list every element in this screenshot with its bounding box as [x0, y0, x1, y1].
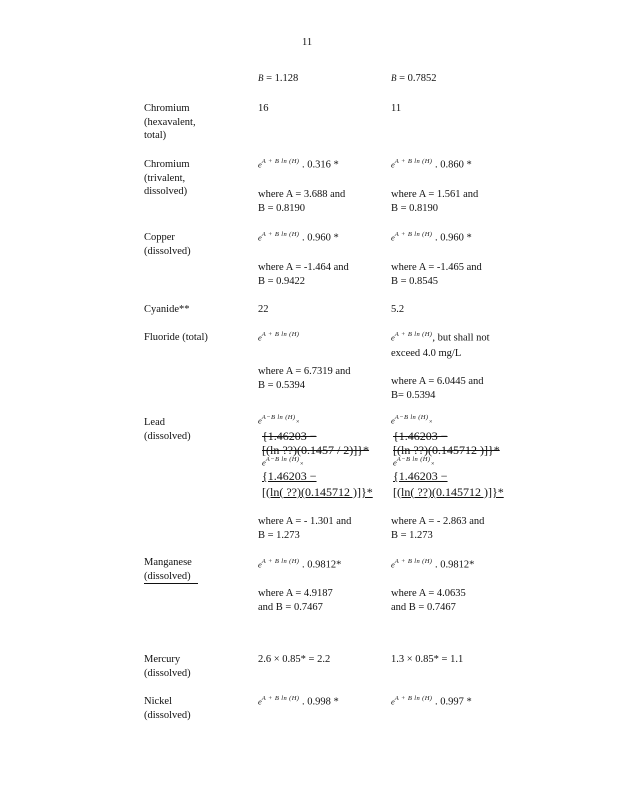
lead-col2-old-line1: {1.46203 −: [393, 429, 448, 443]
fluoride-col2-b: B= 0.5394: [391, 390, 436, 401]
copper-col1-formula: $e^{A + B ln (H)}$ . 0.960 *: [258, 231, 339, 244]
copper-col2-where: where A = -1.465 and: [391, 262, 482, 273]
cyanide-col1: 22: [258, 304, 269, 315]
chromium-trivalent-col1-where: where A = 3.688 and: [258, 189, 346, 200]
manganese-col2-formula: $e^{A + B ln (H)}$ . 0.9812*: [391, 558, 475, 571]
fluoride-col1-formula: $e^{A + B ln (H)}$: [258, 331, 300, 343]
lead-col1-b: B = 1.273: [258, 530, 300, 541]
manganese-col1-formula: $e^{A + B ln (H)}$ . 0.9812*: [258, 558, 342, 571]
lead-col2-new-line2: [(ln( ??)(0.145712 )]}*: [393, 485, 504, 499]
manganese-name: Manganese (dissolved): [144, 556, 206, 583]
fluoride-col1-b: B = 0.5394: [258, 380, 306, 391]
chromium-hexavalent-col2: 11: [391, 103, 402, 114]
nickel-col2-formula: $e^{A + B ln (H)}$ . 0.997 *: [391, 695, 472, 708]
cyanide-col2: 5.2: [391, 304, 405, 315]
copper-col2-formula: $e^{A + B ln (H)}$ . 0.960 *: [391, 231, 472, 244]
lead-col1-new-line1: {1.46203 −: [262, 469, 317, 483]
fluoride-col2-limit: exceed 4.0 mg/L: [391, 348, 462, 359]
lead-col2-old-line2: [(ln ??)(0.145712 )]}*: [393, 443, 500, 457]
fluoride-col2-where: where A = 6.0445 and: [391, 376, 484, 387]
lead-col2-exp-new: $e^{A-B ln (H)}\times$: [393, 456, 436, 468]
copper-col2-b: B = 0.8545: [391, 276, 439, 287]
cyanide-name: Cyanide**: [144, 304, 190, 315]
mercury-col2: 1.3 × 0.85* = 1.1: [391, 654, 464, 665]
nickel-col1-formula: $e^{A + B ln (H)}$ . 0.998 *: [258, 695, 339, 708]
manganese-col2-b: and B = 0.7467: [391, 602, 456, 613]
lead-col2-exp-old: $e^{A-B ln (H)}\times$: [391, 414, 434, 426]
manganese-col2-where: where A = 4.0635: [391, 588, 466, 599]
copper-col1-where: where A = -1.464 and: [258, 262, 349, 273]
manganese-col1-b: and B = 0.7467: [258, 602, 323, 613]
lead-col2-new-line1: {1.46203 −: [393, 469, 448, 483]
chromium-hexavalent-name: Chromium (hexavalent, total): [144, 103, 196, 141]
chromium-trivalent-col1-b: B = 0.8190: [258, 203, 306, 214]
chromium-hexavalent-col1: 16: [258, 103, 269, 114]
chromium-trivalent-name: Chromium (trivalent, dissolved): [144, 159, 190, 197]
lead-col1-exp-old: $e^{A-B ln (H)}\times$: [258, 414, 301, 426]
lead-col2-b: B = 1.273: [391, 530, 433, 541]
chromium-trivalent-col2-b: B = 0.8190: [391, 203, 439, 214]
fluoride-col1-where: where A = 6.7319 and: [258, 366, 351, 377]
lead-col1-where: where A = - 1.301 and: [258, 516, 352, 527]
lead-name: Lead (dissolved): [144, 417, 191, 442]
top-b-col2: B = 0.7852: [391, 73, 437, 84]
chromium-trivalent-col2-where: where A = 1.561 and: [391, 189, 479, 200]
lead-col1-old-line1: {1.46203 −: [262, 429, 317, 443]
lead-col1-exp-new: $e^{A-B ln (H)}\times$: [262, 456, 305, 468]
chromium-trivalent-col1-formula: $e^{A + B ln (H)}$ . 0.316 *: [258, 158, 339, 171]
page-number: 11: [302, 37, 313, 48]
lead-col1-old-line2: [(ln ??)(0.1457 / 2)]}*: [262, 443, 370, 457]
lead-col1-new-line2: [(ln( ??)(0.145712 )]}*: [262, 485, 373, 499]
copper-col1-b: B = 0.9422: [258, 276, 306, 287]
mercury-name: Mercury (dissolved): [144, 654, 191, 679]
nickel-name: Nickel (dissolved): [144, 696, 191, 721]
manganese-col1-where: where A = 4.9187: [258, 588, 333, 599]
fluoride-col2-formula: $e^{A + B ln (H)}$, but shall not: [391, 331, 490, 344]
lead-col2-where: where A = - 2.863 and: [391, 516, 485, 527]
top-b-col1: B = 1.128: [258, 73, 299, 84]
fluoride-name: Fluoride (total): [144, 332, 208, 343]
chromium-trivalent-col2-formula: $e^{A + B ln (H)}$ . 0.860 *: [391, 158, 472, 171]
mercury-col1: 2.6 × 0.85* = 2.2: [258, 654, 331, 665]
manganese-underline: [144, 583, 198, 584]
copper-name: Copper (dissolved): [144, 232, 191, 257]
